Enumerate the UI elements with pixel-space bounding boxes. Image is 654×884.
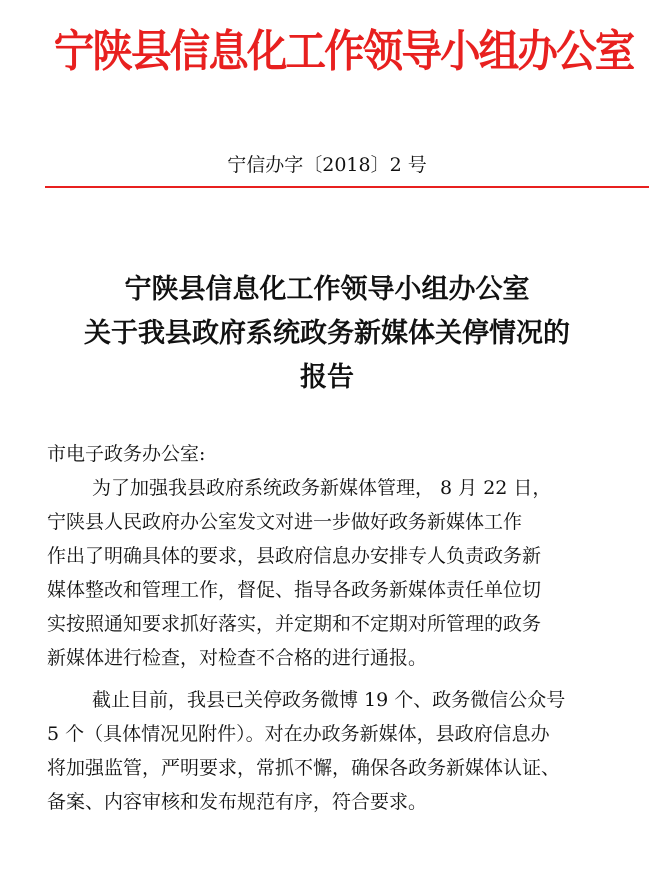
title-line: 关于我县政府系统政务新媒体关停情况的 <box>84 318 570 349</box>
paragraph-2 <box>47 683 607 819</box>
paragraph-line: 5 个（具体情况见附件）。对在办政务新媒体，县政府信息办 <box>47 723 550 745</box>
paragraph-line: 备案、内容审核和发布规范有序，符合要求。 <box>47 791 428 813</box>
paragraph-line: 实按照通知要求抓好落实，并定期和不定期对所管理的政务 <box>47 613 542 635</box>
title-line: 宁陕县信息化工作领导小组办公室 <box>124 274 530 305</box>
paragraph-1 <box>47 471 607 675</box>
paragraph-line: 宁陕县人民政府办公室发文对进一步做好政务新媒体工作 <box>47 511 523 533</box>
paragraph-line: 媒体整改和管理工作，督促、指导各政务新媒体责任单位切 <box>47 579 542 601</box>
title-line: 报告 <box>300 362 354 393</box>
document-number: 宁信办字〔2018〕2 号 <box>227 154 427 176</box>
document-title <box>0 268 654 400</box>
red-divider-line <box>45 186 649 188</box>
red-header-org-name: 宁陕县信息化工作领导小组办公室 <box>53 26 634 77</box>
paragraph-line: 作出了明确具体的要求，县政府信息办安排专人负责政务新 <box>47 545 542 567</box>
paragraph-line: 新媒体进行检查，对检查不合格的进行通报。 <box>47 647 428 669</box>
salutation: 市电子政务办公室: <box>47 443 206 465</box>
paragraph-line: 将加强监管，严明要求，常抓不懈，确保各政务新媒体认证、 <box>47 757 561 779</box>
paragraph-line: 截止目前，我县已关停政务微博 19 个、政务微信公众号 <box>92 689 566 711</box>
paragraph-line: 为了加强我县政府系统政务新媒体管理， 8 月 22 日， <box>92 477 552 499</box>
paragraph-spacer <box>47 675 607 683</box>
document-body <box>47 437 607 819</box>
